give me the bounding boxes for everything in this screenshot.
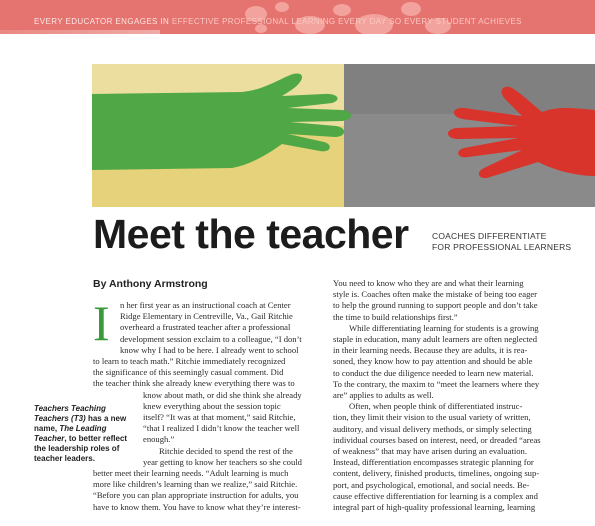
article-subtitle-line-2: FOR PROFESSIONAL LEARNERS xyxy=(432,242,572,252)
hands-illustration xyxy=(92,64,595,207)
paragraph-1 xyxy=(93,295,320,446)
sidenote-part-2: has a new name, xyxy=(34,414,127,433)
text-line: soned, they know how to pay attention and should be able xyxy=(333,356,533,367)
header-tagline-highlight: EFFECTIVE PROFESSIONAL LEARNING EVERY DAY SO EVERY STUDENT ACHIEVES xyxy=(171,17,522,26)
sidenote-part-1: Teachers Teaching Teachers (T3) xyxy=(34,404,106,423)
text-line: better meet their learning needs. “Adult learning is much xyxy=(93,468,289,479)
header-band xyxy=(0,0,595,34)
text-line: To the contrary, the maxim to “meet the learners where they xyxy=(333,378,540,389)
text-line: individual courses based on interest, need, or dreaded “areas xyxy=(333,434,541,445)
text-line: cause effective differentiation for learning is a complex and xyxy=(333,490,538,501)
drop-cap: I xyxy=(93,295,110,351)
text-line: are” applies to adults as well. xyxy=(333,390,434,401)
header-tagline-prefix: EVERY EDUCATOR ENGAGES IN xyxy=(34,17,172,26)
text-line: enough.” xyxy=(143,434,175,445)
paragraph-1-dropcap-lines xyxy=(93,295,320,356)
text-line: While differentiating learning for students is a growing xyxy=(349,322,539,333)
text-line: integral part of high-quality professional learning, learning xyxy=(333,502,536,513)
text-line: style is. Coaches often make the mistake of being too eager xyxy=(333,289,538,300)
text-line: Instead, differentiation encompasses strategic planning for xyxy=(333,457,534,468)
text-line: Often, when people think of differentiated instruc- xyxy=(349,401,523,412)
text-line: n her first year as an instructional coach at Center xyxy=(120,300,291,310)
text-line: to help the ground running to support people and don’t take xyxy=(333,300,538,311)
text-line: the time to build relationships first.” xyxy=(333,311,458,322)
text-line: know about math, or did she think she already xyxy=(143,389,302,400)
text-line: Ritchie decided to spend the rest of the xyxy=(159,445,293,456)
text-line: development session exclaim to a colleague, “I don’t xyxy=(120,333,302,344)
text-line: in their learning needs. Because they are adults, it is rea- xyxy=(333,345,528,356)
paragraph-3 xyxy=(333,278,563,323)
text-line: staple in education, many adult learners are often neglected xyxy=(333,334,538,345)
text-line: “Before you can plan appropriate instruction for adults, you xyxy=(93,490,299,501)
text-line: to conduct the due diligence needed to learn new material. xyxy=(333,367,534,378)
text-line: have to know them. You have to know what they’re interest- xyxy=(93,501,301,512)
text-line: auditory, and visual delivery methods, or simply selecting xyxy=(333,423,532,434)
body-column-right xyxy=(333,278,563,513)
text-line: Ridge Elementary in Centreville, Va., Gail Ritchie xyxy=(120,311,293,322)
text-line: of weakness” that may have arisen during an evaluation. xyxy=(333,446,528,457)
text-line: “that I realized I didn’t know the teacher well xyxy=(143,423,300,434)
paragraph-5 xyxy=(333,401,563,513)
text-line: the significance of this seemingly casual comment. Did xyxy=(93,367,284,378)
article-byline: By Anthony Armstrong xyxy=(93,278,208,290)
text-line: You need to know who they are and what their learning xyxy=(333,278,524,288)
text-line: content, delivery, finished products, timelines, ongoing sup- xyxy=(333,468,540,479)
text-line: more like children’s learning than we realize,” said Ritchie. xyxy=(93,479,298,490)
paragraph-1-wrapped-lines xyxy=(93,390,320,446)
paragraph-2-wrapped-lines xyxy=(93,446,320,468)
text-line: port, and psychological, emotional, and social needs. Be- xyxy=(333,479,530,490)
header-swoosh xyxy=(0,30,160,34)
body-column-left xyxy=(93,295,320,513)
text-line: know why I had to be here. I already went to school xyxy=(120,344,299,355)
article-title: Meet the teacher xyxy=(93,211,409,257)
text-line: itself? “It was at that moment,” said Ritchie, xyxy=(143,412,296,423)
text-line: tion, they limit their vision to the usual variety of written, xyxy=(333,412,531,423)
paragraph-2 xyxy=(93,446,320,513)
text-line: the teacher think she already knew everything there was to xyxy=(93,378,295,389)
text-line: to learn to teach math.” Ritchie immediately recognized xyxy=(93,356,286,367)
sidenote-part-3: The Leading Teacher xyxy=(34,424,107,443)
paragraph-4 xyxy=(333,323,563,401)
text-line: overheard a frustrated teacher after a professional xyxy=(120,322,291,333)
article-subtitle xyxy=(432,231,571,253)
text-line: knew everything about the session topic xyxy=(143,400,281,411)
sidenote-part-4: , to better reflect the leadership roles of teacher leaders. xyxy=(34,434,128,463)
article-subtitle-line-1: COACHES DIFFERENTIATE xyxy=(432,231,547,241)
text-line: year getting to know her teachers so she could xyxy=(143,456,302,467)
header-tagline xyxy=(34,17,522,26)
